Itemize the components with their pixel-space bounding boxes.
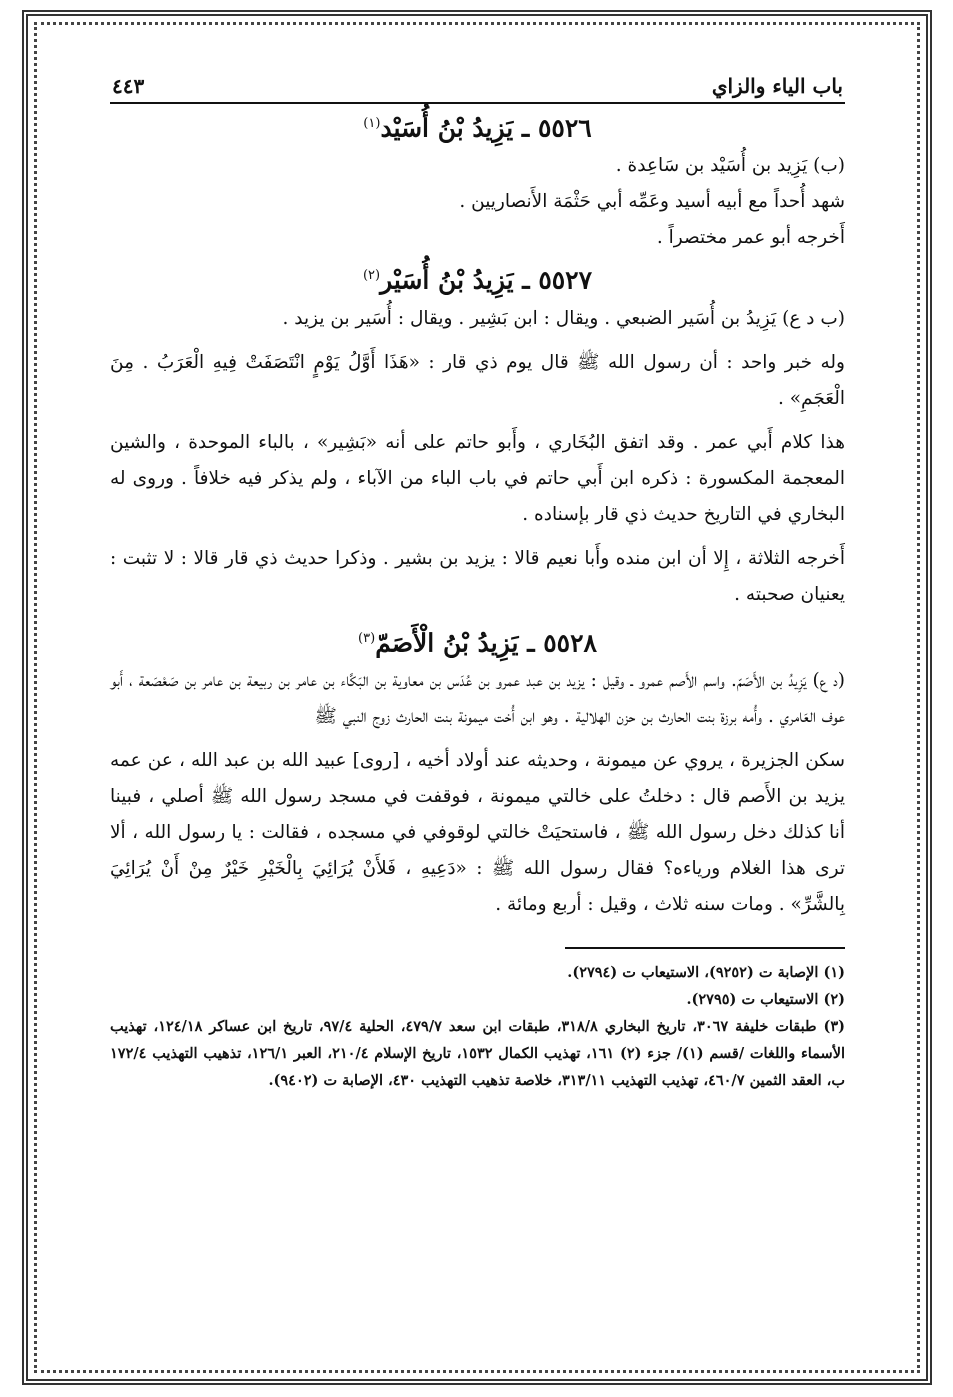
entry-paragraph: (د ع) يَزِيدُ بن الأَصَمّ. واسم الأَصم عمرو ـ وقيل : يزيد بن عبد عمرو بن عُدَس بن معاوية بن البَكَّاء بن عامر بن ربيعة بن عامر بن صَعْصَعة ، أَبو عوف العَامري . وأُمه برزة بنت الحارث بن حزن الهلالية . وهو ابن أُخت ميمونة بنت الحارث زوج النبي ﷺ — [110, 669, 845, 727]
entry-paragraph: سكن الجزيرة ، يروي عن ميمونة ، وحديثه عند أولاد أخيه ، [روى] عبيد الله بن عبد الله ، عن عمه يزيد بن الأَصم قال : دخلتُ على خالتي ميمونة ، فوقفت في مسجد رسول الله ﷺ أصلي ، فبينا أنا كذلك دخل رسول الله ﷺ ، فاستحيَتْ خالتي لوقوفي في مسجده ، فقالت : يا رسول الله ، ألا ترى هذا الغلام ورياءه؟ فقال رسول الله ﷺ : «دَعِيهِ ، فَلأَنْ يُرَائِيَ بِالْخَيْرِ خَيْرٌ مِنْ أَنْ يُرَائِيَ بِالشَّرِّ» . ومات سنه ثلاث ، وقيل : أربع ومائة . — [110, 749, 845, 915]
footnote-ref: (٣) — [358, 630, 376, 646]
footnote-ref: (١) — [363, 116, 381, 131]
entry-heading: ٥٥٢٧ ـ يَزِيدُ بْنُ أُسَيْر$^{(٢)}$ — [362, 265, 593, 295]
footnote-divider — [565, 947, 845, 949]
footnote-ref: (٢) — [362, 268, 381, 284]
entry-paragraph: وله خبر واحد : أن رسول الله ﷺ قال يوم ذي قار : «هَذَا أَوَّلُ يَوْمٍ انْتَصَفَتْ فِيهِ الْعَرَبُ . مِنَ الْعَجَمِ» . — [110, 351, 845, 409]
page-number: ٤٤٣ — [112, 74, 145, 98]
entry-paragraph: شهد أُحداً مع أبيه أسيد وعَمِّه أبي حَثْمَة الأَنصاريين . — [459, 191, 845, 213]
entry-heading: ٥٥٢٦ ـ يَزِيدُ بْنُ أُسَيْد$^{(١)}$ — [363, 113, 592, 143]
entry-paragraph: (ب د ع) يَزِيدُ بن أُسَير الضبعي . ويقال : ابن بَشِير . ويقال : أُسَير بن يزيد . — [282, 307, 845, 329]
footnote: (٣) طبقات خليفة ٣٠٦٧، تاريخ البخاري ٣١٨/٨، طبقات ابن سعد ٤٧٩/٧، الحلية ٩٧/٤، تاريخ ابن عساكر ١٢٤/١٨، تهذيب الأسماء واللغات /قسم (١)/ جزء (٢) ١٦١، تهذيب الكمال ١٥٣٢، تاريخ الإسلام ٢١٠/٤، العبر ١٢٦/١، تذهيب التهذيب ١٧٢/٤ ب، العقد الثمين ٤٦٠/٧، تهذيب التهذيب ٣١٣/١١، خلاصة تذهيب التهذيب ٤٣٠، الإصابة ت (٩٤٠٢). — [110, 1017, 846, 1089]
running-header — [110, 64, 845, 104]
chapter-title: باب الياء والزاي — [711, 74, 843, 98]
footnote: (٢) الاستيعاب ت (٢٧٩٥). — [686, 990, 845, 1008]
entry-paragraph: أَخرجه أبو عمر مختصراً . — [656, 227, 845, 249]
entry-heading: ٥٥٢٨ ـ يَزِيدُ بْنُ الْأَصَمّ$^{(٣)}$ — [358, 627, 597, 657]
book-page — [110, 64, 845, 1354]
entry-paragraph: هذا كلام أَبي عمر . وقد اتفق البُخَاري ، وأَبو حاتم على أنه «بَشِير» ، بالباء الموحدة ، والشين المعجمة المكسورة : ذكره ابن أَبي حاتم في باب الباء من الآباء ، ولم يذكر فيه خلافاً . وروى له البخاري في التاريخ حديث ذي قار بإسناده . — [110, 431, 845, 525]
entry-paragraph: (ب) يَزِيد بن أُسَيْد بن سَاعِدة . — [615, 155, 845, 177]
entry-paragraph: أَخرجه الثلاثة ، إِلا أن ابن منده وأَبا نعيم قالا : يزيد بن بشير . وذكرا حديث ذي قار قالا : لا تثبت : يعنيان صحبته . — [110, 547, 845, 605]
footnote: (١) الإصابة ت (٩٢٥٢)، الاستيعاب ت (٢٧٩٤). — [567, 963, 845, 981]
